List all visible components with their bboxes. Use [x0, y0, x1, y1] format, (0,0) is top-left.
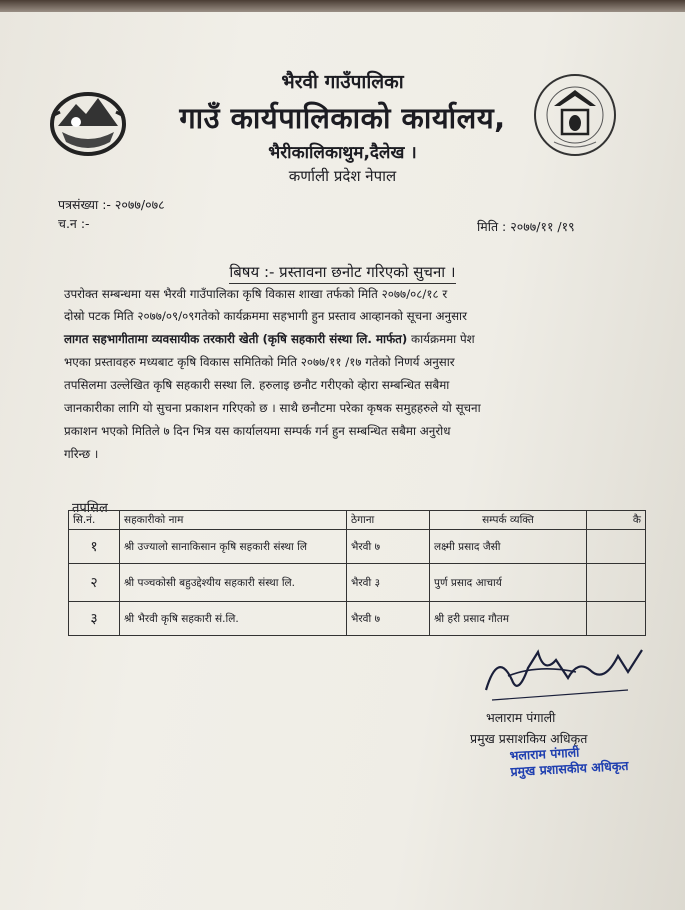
header-name: सहकारीको नाम: [120, 511, 347, 530]
row-sn: ३: [69, 602, 120, 636]
row-sn: १: [69, 530, 120, 564]
signatory-title: प्रमुख प्रसाशकिय अधिकृत: [470, 731, 588, 746]
row-name: श्री पञ्चकोसी बहुउद्देश्यीय सहकारी संस्था लि.: [120, 564, 347, 602]
body-line-8: गरिन्छ ।: [64, 447, 99, 461]
row-address: भैरवी ३: [347, 564, 430, 602]
row-remark: [587, 564, 646, 602]
stamp-title: प्रमुख प्रशासकीय अधिकृत: [510, 757, 629, 780]
header-address: ठेगाना: [347, 511, 430, 530]
letter-number: पत्रसंख्या :- २०७७/०७८: [58, 197, 165, 212]
office-title: गाउँ कार्यपालिकाको कार्यालय,: [179, 101, 506, 135]
row-contact: श्री हरी प्रसाद गौतम: [430, 602, 587, 636]
body-line-6: जानकारीका लागि यो सुचना प्रकाशन गरिएको छ । साथै छनौटमा परेका कृषक समुहहरुले यो सूचना: [64, 401, 481, 415]
official-stamp: [509, 742, 629, 780]
table-row: [69, 530, 646, 564]
table-label: तपसिल: [72, 501, 108, 516]
row-address: भैरवी ७: [347, 530, 430, 564]
row-contact: पुर्ण प्रसाद आचार्य: [430, 564, 587, 602]
row-address: भैरवी ७: [347, 602, 430, 636]
programme-name: लागत सहभागीतामा व्यवसायीक तरकारी खेती (कृषि सहकारी संस्था लि. मार्फत): [64, 332, 408, 346]
table-row: [69, 564, 646, 602]
body-line-3-rest: कार्यक्रममा पेश: [407, 332, 475, 346]
row-name: श्री भैरवी कृषि सहकारी सं.लि.: [120, 602, 347, 636]
header-contact: सम्पर्क व्यक्ति: [430, 511, 587, 530]
stamp-name: भलाराम पंगाली: [509, 744, 580, 764]
dispatch-number: च.न :-: [58, 216, 90, 231]
municipality-name: भैरवी गाउँपालिका: [281, 71, 404, 93]
row-contact: लक्ष्मी प्रसाद जैसी: [430, 530, 587, 564]
table-header-row: [69, 511, 646, 530]
letter-date: मिति : २०७७/११ /१९: [477, 219, 575, 234]
body-line-4: भएका प्रस्तावहरु मध्यबाट कृषि विकास समितिको मिति २०७७/११ /१७ गतेको निणर्य अनुसार: [64, 355, 455, 369]
row-remark: [587, 530, 646, 564]
signature-scrawl: [478, 630, 648, 710]
body-line-7: प्रकाशन भएको मितिले ७ दिन भित्र यस कार्यालयमा सम्पर्क गर्न हुन सम्बन्धित सबैमा अनुरोध: [64, 424, 451, 438]
cooperatives-table: [68, 510, 646, 636]
header-sn: सि.नं.: [69, 511, 120, 530]
header-remark: कै: [587, 511, 646, 530]
office-address: भैरीकालिकाथुम,दैलेख ।: [268, 143, 417, 163]
row-name: श्री उज्यालो सानाकिसान कृषि सहकारी संस्था लि: [120, 530, 347, 564]
subject-line: [0, 262, 685, 282]
subject-text: बिषय :- प्रस्तावना छनोट गरिएको सुचना ।: [229, 263, 455, 284]
background-edge: [0, 0, 685, 12]
row-sn: २: [69, 564, 120, 602]
signatory-name: भलाराम पंगाली: [486, 710, 556, 725]
body-line-3: [64, 331, 475, 347]
body-line-2: दोस्रो पटक मिति २०७७/०९/०९गतेको कार्यक्रममा सहभागी हुन प्रस्ताव आव्हानको सूचना अनुसार: [64, 309, 467, 323]
body-line-5: तपसिलमा उल्लेखित कृषि सहकारी सस्था लि. हरुलाइ छनौट गरीएको व्हेारा सम्बन्धित सबैमा: [64, 378, 450, 392]
body-line-1: उपरोक्त सम्बन्धमा यस भैरवी गाउँपालिका कृषि विकास शाखा तर्फको मिति २०७७/०८/१८ र: [64, 287, 448, 301]
province-name: कर्णाली प्रदेश नेपाल: [288, 167, 397, 185]
